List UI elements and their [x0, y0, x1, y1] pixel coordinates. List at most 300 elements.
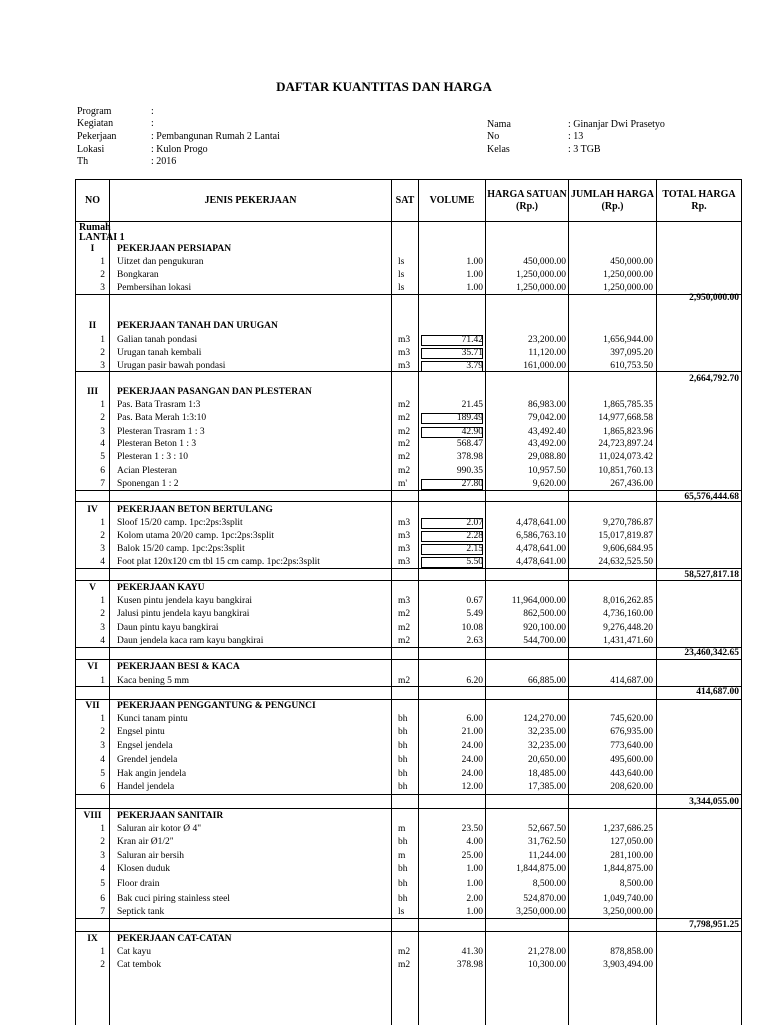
- table-row: [76, 878, 741, 891]
- info-label: Program: [77, 106, 112, 117]
- table-row: [76, 850, 741, 863]
- item-description: Floor drain: [117, 879, 160, 889]
- section-number: VIII: [83, 811, 102, 821]
- section-header: [76, 386, 741, 399]
- info-value: : 2016: [151, 156, 177, 167]
- item-volume: 4.00: [466, 837, 483, 847]
- header-divider: [76, 221, 741, 222]
- table-row: [76, 946, 741, 959]
- item-amount: 127,050.00: [610, 837, 653, 847]
- item-number: 4: [100, 636, 105, 646]
- item-unit-price: 1,844,875.00: [516, 864, 566, 874]
- item-volume: 24.00: [461, 755, 483, 765]
- header-unit-price: HARGA SATUAN (Rp.): [487, 188, 567, 212]
- item-description: Kunci tanam pintu: [117, 714, 188, 724]
- item-amount: 676,935.00: [610, 727, 653, 737]
- item-description: Daun jendela kaca ram kayu bangkirai: [117, 636, 264, 646]
- item-description: Saluran air bersih: [117, 851, 185, 861]
- item-unit: bh: [398, 714, 408, 724]
- item-unit-price: 9,620.00: [532, 479, 566, 489]
- item-number: 2: [100, 348, 105, 358]
- item-unit-price: 10,957.50: [528, 466, 566, 476]
- item-unit: bh: [398, 894, 408, 904]
- header-amount: JUMLAH HARGA (Rp.): [570, 188, 655, 212]
- table-row: [76, 863, 741, 876]
- item-unit-price: 20,650.00: [528, 755, 566, 765]
- item-unit: m2: [398, 960, 411, 970]
- item-volume: 568.47: [456, 439, 483, 449]
- table-row: [76, 740, 741, 753]
- item-description: Engsel jendela: [117, 741, 173, 751]
- table-row: [76, 726, 741, 739]
- item-volume: 42.90: [461, 427, 483, 437]
- section-title: PEKERJAAN BESI & KACA: [117, 662, 240, 672]
- item-number: 5: [100, 769, 105, 779]
- item-number: 3: [100, 361, 105, 371]
- section-total: 7,798,951.25: [689, 920, 739, 930]
- section-header: [76, 504, 741, 517]
- item-number: 1: [100, 596, 105, 606]
- section-number: VI: [87, 662, 98, 672]
- item-unit: m3: [398, 348, 411, 358]
- document-title: DAFTAR KUANTITAS DAN HARGA: [276, 79, 492, 94]
- item-amount: 3,250,000.00: [603, 907, 653, 917]
- item-unit-price: 23,200.00: [528, 335, 566, 345]
- item-amount: 9,606,684.95: [603, 544, 653, 554]
- table-row: [76, 622, 741, 635]
- item-number: 1: [100, 518, 105, 528]
- item-number: 6: [100, 782, 105, 792]
- item-unit-price: 43,492.00: [528, 439, 566, 449]
- building-label: Rumah: [79, 222, 111, 233]
- item-volume: 990.35: [456, 466, 483, 476]
- item-volume: 6.00: [466, 714, 483, 724]
- student-info: [487, 119, 727, 159]
- item-volume: 27.80: [461, 479, 483, 489]
- item-unit-price: 32,235.00: [528, 741, 566, 751]
- section-total: 58,527,817.18: [684, 570, 739, 580]
- item-description: Sponengan 1 : 2: [117, 479, 179, 489]
- table-row: [76, 334, 741, 347]
- item-number: 2: [100, 609, 105, 619]
- info-value: :: [151, 106, 154, 117]
- item-description: Pembersihan lokasi: [117, 283, 192, 293]
- item-unit: bh: [398, 782, 408, 792]
- table-row: [76, 754, 741, 767]
- item-unit-price: 66,885.00: [528, 676, 566, 686]
- table-row: [76, 269, 741, 282]
- table-row: [76, 893, 741, 906]
- section-title: PEKERJAAN PERSIAPAN: [117, 244, 232, 254]
- item-amount: 11,024,073.42: [598, 452, 653, 462]
- item-unit: bh: [398, 727, 408, 737]
- item-unit-price: 8,500.00: [532, 879, 566, 889]
- section-header: [76, 933, 741, 946]
- item-description: Klosen duduk: [117, 864, 171, 874]
- info-label: No: [487, 131, 500, 142]
- item-unit: bh: [398, 837, 408, 847]
- item-volume: 5.49: [466, 609, 483, 619]
- item-number: 1: [100, 335, 105, 345]
- item-volume: 21.45: [461, 400, 483, 410]
- item-amount: 10,851,760.13: [598, 466, 653, 476]
- item-description: Urugan pasir bawah pondasi: [117, 361, 226, 371]
- item-unit-price: 43,492.40: [528, 427, 566, 437]
- item-volume: 2.63: [466, 636, 483, 646]
- item-description: Kusen pintu jendela kayu bangkirai: [117, 596, 253, 606]
- info-label: Th: [77, 156, 89, 167]
- item-unit: m': [398, 479, 408, 489]
- table-row: [76, 478, 741, 491]
- item-unit: m3: [398, 531, 411, 541]
- item-volume: 2.15: [466, 544, 483, 554]
- item-unit: m2: [398, 439, 411, 449]
- item-unit: m: [398, 824, 406, 834]
- item-unit-price: 32,235.00: [528, 727, 566, 737]
- section-number: V: [89, 583, 96, 593]
- info-value: : 3 TGB: [568, 144, 601, 155]
- item-unit: m2: [398, 427, 411, 437]
- item-volume: 1.00: [466, 270, 483, 280]
- item-unit: m3: [398, 518, 411, 528]
- item-unit-price: 124,270.00: [523, 714, 566, 724]
- item-description: Cat kayu: [117, 947, 152, 957]
- item-number: 6: [100, 466, 105, 476]
- header-volume: VOLUME: [429, 194, 475, 206]
- item-unit: bh: [398, 864, 408, 874]
- item-unit-price: 4,478,641.00: [516, 518, 566, 528]
- item-number: 2: [100, 270, 105, 280]
- item-amount: 1,049,740.00: [603, 894, 653, 904]
- item-description: Kaca bening 5 mm: [117, 676, 190, 686]
- item-description: Galian tanah pondasi: [117, 335, 198, 345]
- quantity-table: [75, 179, 742, 1025]
- info-value: : Pembangunan Rumah 2 Lantai: [151, 131, 280, 142]
- item-description: Septick tank: [117, 907, 165, 917]
- item-unit: m2: [398, 466, 411, 476]
- section-header: [76, 320, 741, 333]
- item-unit-price: 450,000.00: [523, 257, 566, 267]
- item-description: Balok 15/20 camp. 1pc:2ps:3split: [117, 544, 245, 554]
- item-number: 3: [100, 544, 105, 554]
- section-header: [76, 810, 741, 823]
- section-total: 23,460,342.65: [684, 648, 739, 658]
- item-number: 3: [100, 427, 105, 437]
- item-volume: 10.08: [461, 623, 483, 633]
- section-header: [76, 582, 741, 595]
- item-volume: 25.00: [461, 851, 483, 861]
- item-description: Acian Plesteran: [117, 466, 177, 476]
- item-amount: 4,736,160.00: [603, 609, 653, 619]
- table-row: [76, 595, 741, 608]
- item-unit: ls: [398, 907, 405, 917]
- item-description: Plesteran Beton 1 : 3: [117, 439, 197, 449]
- item-amount: 745,620.00: [610, 714, 653, 724]
- item-unit: m3: [398, 557, 411, 567]
- item-description: Daun pintu kayu bangkirai: [117, 623, 219, 633]
- item-unit-price: 10,300.00: [528, 960, 566, 970]
- section-title: PEKERJAAN BETON BERTULANG: [117, 505, 273, 515]
- item-amount: 9,270,786.87: [603, 518, 653, 528]
- item-number: 1: [100, 714, 105, 724]
- row-divider: [76, 931, 741, 932]
- item-amount: 24,632,525.50: [598, 557, 653, 567]
- item-unit: m3: [398, 335, 411, 345]
- item-amount: 1,844,875.00: [603, 864, 653, 874]
- row-divider: [76, 580, 741, 581]
- item-amount: 1,237,686.25: [603, 824, 653, 834]
- item-unit-price: 29,088.80: [528, 452, 566, 462]
- info-label: Pekerjaan: [77, 131, 117, 142]
- item-description: Grendel jendela: [117, 755, 178, 765]
- item-number: 3: [100, 851, 105, 861]
- table-row: [76, 608, 741, 621]
- item-description: Uitzet dan pengukuran: [117, 257, 204, 267]
- section-total: 2,664,792.70: [689, 374, 739, 384]
- item-unit-price: 862,500.00: [523, 609, 566, 619]
- item-number: 3: [100, 623, 105, 633]
- item-number: 4: [100, 864, 105, 874]
- table-row: [76, 836, 741, 849]
- item-description: Pas. Bata Trasram 1:3: [117, 400, 201, 410]
- table-row: [76, 360, 741, 373]
- item-number: 3: [100, 283, 105, 293]
- info-label: Kegiatan: [77, 118, 114, 129]
- table-row: [76, 451, 741, 464]
- item-volume: 378.98: [456, 452, 483, 462]
- item-volume: 12.00: [461, 782, 483, 792]
- row-divider: [76, 794, 741, 795]
- section-total: 414,687.00: [696, 687, 739, 697]
- item-amount: 397,095.20: [610, 348, 653, 358]
- item-description: Cat tembok: [117, 960, 162, 970]
- item-amount: 773,640.00: [610, 741, 653, 751]
- item-volume: 23.50: [461, 824, 483, 834]
- info-value: : Ginanjar Dwi Prasetyo: [568, 119, 665, 130]
- item-volume: 1.00: [466, 283, 483, 293]
- item-description: Kolom utama 20/20 camp. 1pc:2ps:3split: [117, 531, 274, 541]
- item-volume: 41.30: [461, 947, 483, 957]
- item-unit-price: 3,250,000.00: [516, 907, 566, 917]
- item-unit-price: 86,983.00: [528, 400, 566, 410]
- item-unit: bh: [398, 769, 408, 779]
- table-row: [76, 438, 741, 451]
- item-number: 3: [100, 741, 105, 751]
- item-amount: 24,723,897.24: [598, 439, 653, 449]
- item-volume: 35.71: [461, 348, 483, 358]
- item-unit-price: 544,700.00: [523, 636, 566, 646]
- item-unit: ls: [398, 283, 405, 293]
- row-divider: [76, 808, 741, 809]
- item-number: 1: [100, 257, 105, 267]
- item-unit: m: [398, 851, 406, 861]
- table-row: [76, 959, 741, 972]
- item-unit: m2: [398, 636, 411, 646]
- item-unit-price: 11,964,000.00: [511, 596, 566, 606]
- item-volume: 2.00: [466, 894, 483, 904]
- item-amount: 1,431,471.60: [603, 636, 653, 646]
- section-title: PEKERJAAN TANAH DAN URUGAN: [117, 321, 278, 331]
- item-unit: bh: [398, 879, 408, 889]
- item-volume: 71.42: [461, 335, 483, 345]
- section-number: IX: [87, 934, 98, 944]
- item-number: 4: [100, 755, 105, 765]
- item-amount: 9,276,448.20: [603, 623, 653, 633]
- item-volume: 21.00: [461, 727, 483, 737]
- item-amount: 414,687.00: [610, 676, 653, 686]
- header-no: NO: [85, 194, 100, 206]
- section-title: PEKERJAAN PENGGANTUNG & PENGUNCI: [117, 701, 316, 711]
- item-unit-price: 17,385.00: [528, 782, 566, 792]
- item-number: 7: [100, 479, 105, 489]
- item-unit-price: 524,870.00: [523, 894, 566, 904]
- header-job: JENIS PEKERJAAN: [204, 194, 297, 206]
- item-number: 2: [100, 413, 105, 423]
- item-amount: 3,903,494.00: [603, 960, 653, 970]
- item-number: 7: [100, 907, 105, 917]
- item-description: Kran air Ø1/2": [117, 837, 174, 847]
- item-unit: m2: [398, 676, 411, 686]
- table-row: [76, 713, 741, 726]
- table-row: [76, 399, 741, 412]
- item-number: 1: [100, 676, 105, 686]
- item-number: 6: [100, 894, 105, 904]
- table-row: [76, 781, 741, 794]
- section-number: II: [88, 321, 97, 331]
- item-amount: 8,500.00: [619, 879, 653, 889]
- item-unit-price: 11,120.00: [528, 348, 566, 358]
- item-volume: 24.00: [461, 769, 483, 779]
- item-amount: 208,620.00: [610, 782, 653, 792]
- item-volume: 2.07: [466, 518, 483, 528]
- item-volume: 1.00: [466, 257, 483, 267]
- item-description: Pas. Bata Merah 1:3:10: [117, 413, 207, 423]
- item-amount: 1,656,944.00: [603, 335, 653, 345]
- item-amount: 610,753.50: [610, 361, 653, 371]
- item-description: Hak angin jendela: [117, 769, 187, 779]
- item-volume: 3.79: [466, 361, 483, 371]
- section-title: PEKERJAAN SANITAIR: [117, 811, 224, 821]
- item-unit-price: 6,586,763.10: [516, 531, 566, 541]
- table-row: [76, 517, 741, 530]
- section-total-row: [76, 373, 741, 386]
- item-description: Plesteran 1 : 3 : 10: [117, 452, 188, 462]
- item-number: 2: [100, 837, 105, 847]
- info-value: :: [151, 118, 154, 129]
- table-row: [76, 412, 741, 425]
- item-unit-price: 21,278.00: [528, 947, 566, 957]
- item-amount: 450,000.00: [610, 257, 653, 267]
- item-volume: 2.28: [466, 531, 483, 541]
- item-amount: 878,858.00: [610, 947, 653, 957]
- item-description: Handel jendela: [117, 782, 175, 792]
- item-description: Urugan tanah kembali: [117, 348, 202, 358]
- item-number: 2: [100, 727, 105, 737]
- item-volume: 1.00: [466, 907, 483, 917]
- item-volume: 24.00: [461, 741, 483, 751]
- item-number: 4: [100, 439, 105, 449]
- item-unit-price: 1,250,000.00: [516, 283, 566, 293]
- item-amount: 1,250,000.00: [603, 270, 653, 280]
- section-total: 65,576,444.68: [684, 492, 739, 502]
- item-unit: ls: [398, 270, 405, 280]
- item-unit: m3: [398, 596, 411, 606]
- item-description: Bongkaran: [117, 270, 159, 280]
- item-unit: bh: [398, 741, 408, 751]
- item-unit: m2: [398, 452, 411, 462]
- item-amount: 14,977,668.58: [598, 413, 653, 423]
- table-row: [76, 465, 741, 478]
- item-description: Foot plat 120x120 cm tbl 15 cm camp. 1pc:2ps:3split: [117, 557, 320, 567]
- item-amount: 267,436.00: [610, 479, 653, 489]
- section-title: PEKERJAAN KAYU: [117, 583, 205, 593]
- section-total: 3,344,055.00: [689, 797, 739, 807]
- header-sat: SAT: [395, 194, 415, 206]
- item-volume: 0.67: [466, 596, 483, 606]
- row-divider: [76, 659, 741, 660]
- item-number: 2: [100, 960, 105, 970]
- section-total-row: [76, 292, 741, 305]
- item-unit-price: 4,478,641.00: [516, 544, 566, 554]
- info-label: Nama: [487, 119, 511, 130]
- item-description: Engsel pintu: [117, 727, 165, 737]
- item-number: 5: [100, 879, 105, 889]
- item-unit: m2: [398, 623, 411, 633]
- item-unit-price: 11,244.00: [528, 851, 566, 861]
- item-unit-price: 31,762.50: [528, 837, 566, 847]
- table-row: [76, 256, 741, 269]
- item-amount: 1,865,823.96: [603, 427, 653, 437]
- section-total: 2,950,000.00: [689, 293, 739, 303]
- item-unit: m2: [398, 947, 411, 957]
- section-total-row: [76, 491, 741, 504]
- table-row: [76, 906, 741, 919]
- item-unit: m3: [398, 544, 411, 554]
- item-unit: ls: [398, 257, 405, 267]
- item-unit-price: 1,250,000.00: [516, 270, 566, 280]
- item-description: Sloof 15/20 camp. 1pc:2ps:3split: [117, 518, 243, 528]
- item-volume: 378.98: [456, 960, 483, 970]
- section-number: III: [86, 387, 99, 397]
- item-amount: 1,250,000.00: [603, 283, 653, 293]
- section-header: [76, 700, 741, 713]
- header-total: TOTAL HARGA Rp.: [662, 188, 736, 212]
- item-unit-price: 79,042.00: [528, 413, 566, 423]
- section-header: [76, 661, 741, 674]
- table-row: [76, 530, 741, 543]
- item-unit-price: 18,485.00: [528, 769, 566, 779]
- section-header: [76, 243, 741, 256]
- item-number: 5: [100, 452, 105, 462]
- section-number: I: [90, 244, 95, 254]
- row-divider: [76, 501, 741, 502]
- item-unit-price: 4,478,641.00: [516, 557, 566, 567]
- section-title: PEKERJAAN PASANGAN DAN PLESTERAN: [117, 387, 312, 397]
- section-number: VII: [85, 701, 100, 711]
- item-amount: 1,865,785.35: [603, 400, 653, 410]
- item-amount: 443,640.00: [610, 769, 653, 779]
- item-volume: 6.20: [466, 676, 483, 686]
- item-amount: 495,600.00: [610, 755, 653, 765]
- project-info: [77, 106, 377, 168]
- section-title: PEKERJAAN CAT-CATAN: [117, 934, 232, 944]
- item-amount: 15,017,819.87: [598, 531, 653, 541]
- table-row: [76, 347, 741, 360]
- info-label: Lokasi: [77, 144, 105, 155]
- item-unit: m3: [398, 361, 411, 371]
- table-row: [76, 543, 741, 556]
- item-description: Saluran air kotor Ø 4": [117, 824, 202, 834]
